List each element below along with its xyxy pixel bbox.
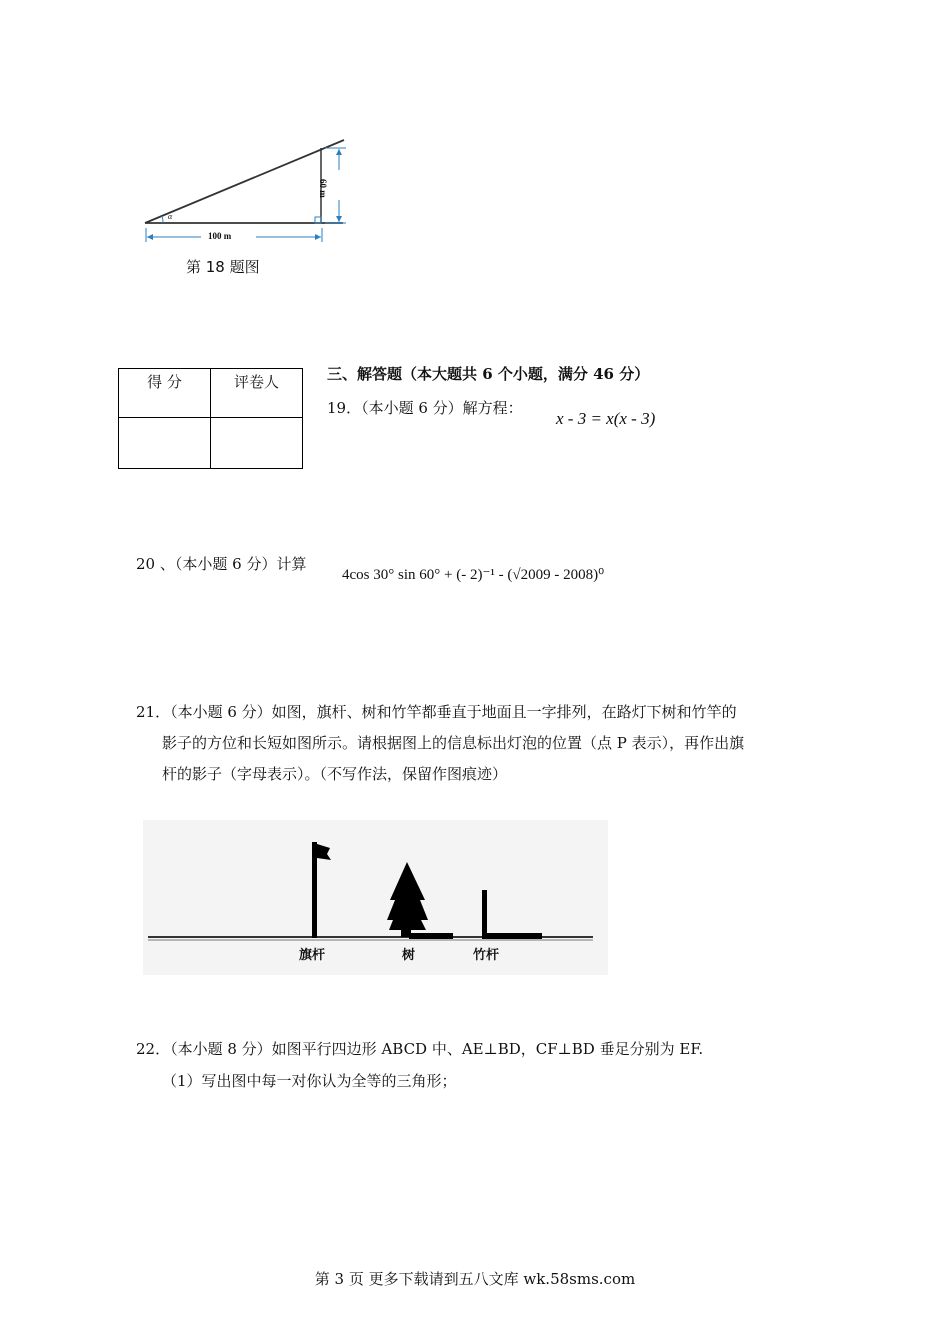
question-22 <box>136 1038 703 1060</box>
flagpole-label: 旗杆 <box>299 948 326 963</box>
height-label: 60 m <box>318 179 328 198</box>
grader-cell[interactable] <box>211 418 303 469</box>
shadow-diagram <box>143 820 608 975</box>
figure-18 <box>138 132 353 250</box>
figure-21 <box>143 820 608 975</box>
q21-line1: （本小题 6 分）如图，旗杆、树和竹竿都垂直于地面且一字排列，在路灯下树和竹竿的 <box>170 703 737 721</box>
section-heading: 三、解答题（本大题共 6 个小题，满分 46 分） <box>327 365 650 383</box>
q22-number: 22． <box>136 1040 171 1058</box>
grader-header: 评卷人 <box>211 369 303 418</box>
angle-label: α <box>168 212 173 221</box>
question-22-sub-1: （1）写出图中每一对你认为全等的三角形； <box>162 1072 457 1090</box>
tree-label: 树 <box>402 948 416 963</box>
question-21-line-2: 影子的方位和长短如图所示。请根据图上的信息标出灯泡的位置（点 P 表示），再作出旗 <box>162 734 745 752</box>
length-label: 100 m <box>208 231 232 241</box>
question-21-line-3: 杆的影子（字母表示）。（不写作法，保留作图痕迹） <box>162 765 508 783</box>
score-table <box>118 368 303 469</box>
q21-number: 21． <box>136 703 171 721</box>
q20-number: 20 、 <box>136 555 175 573</box>
score-cell[interactable] <box>119 418 211 469</box>
bamboo-label: 竹杆 <box>473 948 500 963</box>
page-footer: 第 3 页 更多下载请到五八文库 wk.58sms.com <box>314 1270 636 1288</box>
q19-text: （本小题 6 分）解方程： <box>361 399 523 417</box>
figure-18-caption: 第 18 题图 <box>186 258 260 276</box>
q20-formula: 4cos 30° sin 60° + (- 2)⁻¹ - (√2009 - 2008)⁰ <box>342 567 605 583</box>
q20-text: （本小题 6 分）计算 <box>174 555 307 573</box>
question-20 <box>136 553 306 575</box>
q19-number: 19． <box>327 399 362 417</box>
q22-text: （本小题 8 分）如图平行四边形 ABCD 中、AE⊥BD，CF⊥BD 垂足分别为 EF. <box>170 1040 704 1058</box>
question-19 <box>327 397 523 419</box>
score-header: 得 分 <box>119 369 211 418</box>
q19-formula: x - 3 = x(x - 3) <box>556 409 656 428</box>
question-21-line-1 <box>136 701 737 723</box>
